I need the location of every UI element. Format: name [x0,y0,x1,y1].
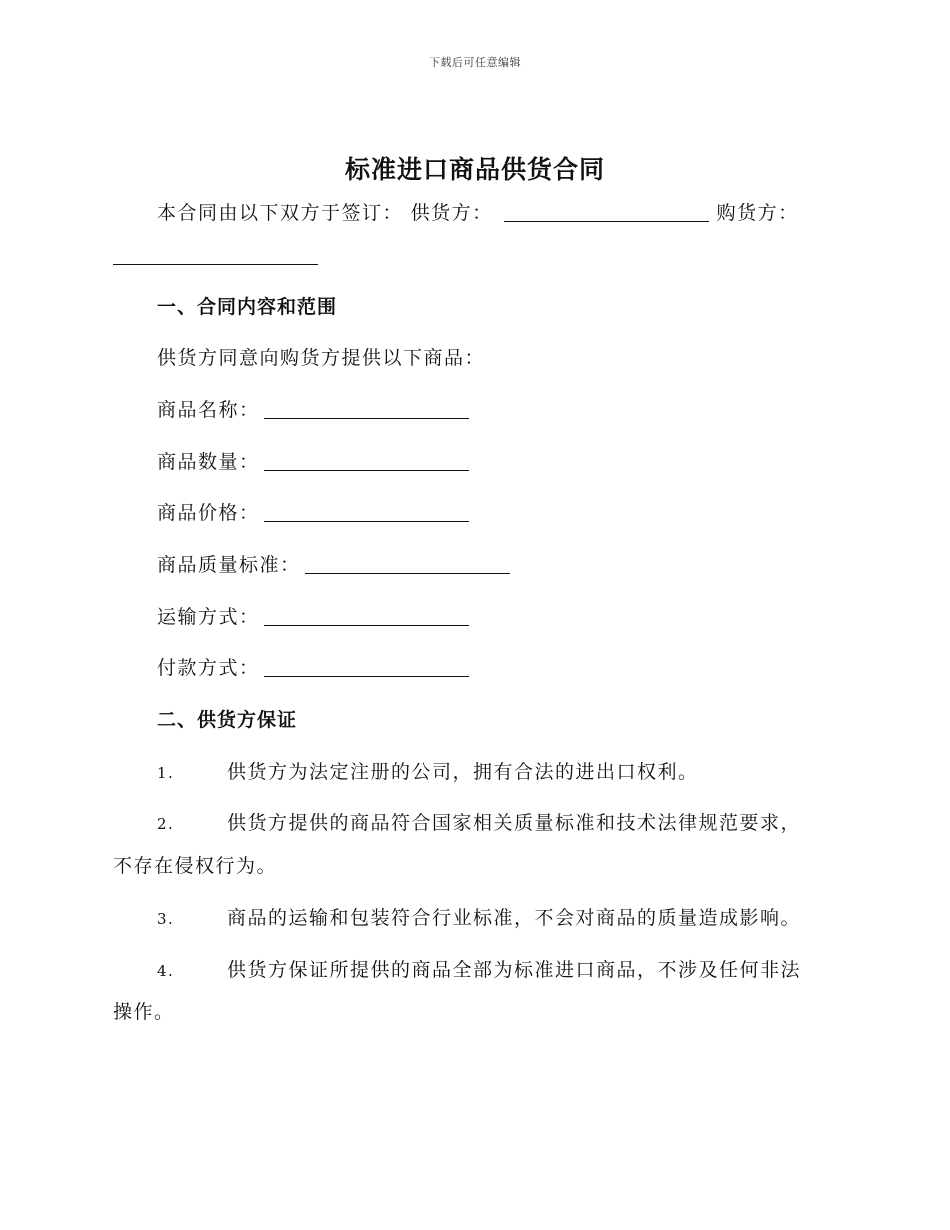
item-text: 供货方保证所提供的商品全部为标准进口商品，不涉及任何非法 [227,959,802,981]
list-item [157,757,699,784]
field-blank[interactable] [264,503,469,522]
field-row [157,653,469,680]
field-blank[interactable] [264,658,469,677]
field-label: 商品名称： [157,399,260,421]
intro-prefix: 本合同由以下双方于签订： [157,202,404,224]
field-blank[interactable] [264,607,469,626]
field-label: 商品数量： [157,451,260,473]
item-text: 供货方为法定注册的公司，拥有合法的进出口权利。 [227,761,699,783]
buyer-line [113,245,318,267]
item-text: 供货方提供的商品符合国家相关质量标准和技术法律规范要求， [227,812,802,834]
field-blank[interactable] [305,555,510,574]
item-number: 2. [157,815,175,833]
list-item [157,955,801,982]
intro-line [157,198,799,225]
field-label: 付款方式： [157,657,260,679]
field-label: 商品质量标准： [157,554,301,576]
item-continuation: 不存在侵权行为。 [113,855,278,877]
field-row [157,447,469,474]
section1-heading: 一、合同内容和范围 [157,296,338,318]
buyer-blank[interactable] [113,246,318,265]
item-number: 4. [157,962,175,980]
field-blank[interactable] [264,400,469,419]
header-note: 下载后可任意编辑 [429,56,521,69]
item-number: 1. [157,764,175,782]
field-label: 商品价格： [157,502,260,524]
supplier-blank[interactable] [504,203,709,222]
section1-lead: 供货方同意向购货方提供以下商品： [157,347,486,369]
section2-heading: 二、供货方保证 [157,709,298,731]
item-continuation: 操作。 [113,1001,175,1023]
item-text: 商品的运输和包装符合行业标准，不会对商品的质量造成影响。 [227,907,802,929]
list-item [157,808,801,835]
field-blank[interactable] [264,452,469,471]
supplier-label: 供货方： [410,202,493,224]
list-item [157,903,801,930]
item-number: 3. [157,910,175,928]
field-row [157,602,469,629]
field-row [157,395,469,422]
field-row [157,550,510,577]
document-title: 标准进口商品供货合同 [344,155,605,184]
buyer-label: 购货方： [716,202,799,224]
field-label: 运输方式： [157,606,260,628]
field-row [157,498,469,525]
